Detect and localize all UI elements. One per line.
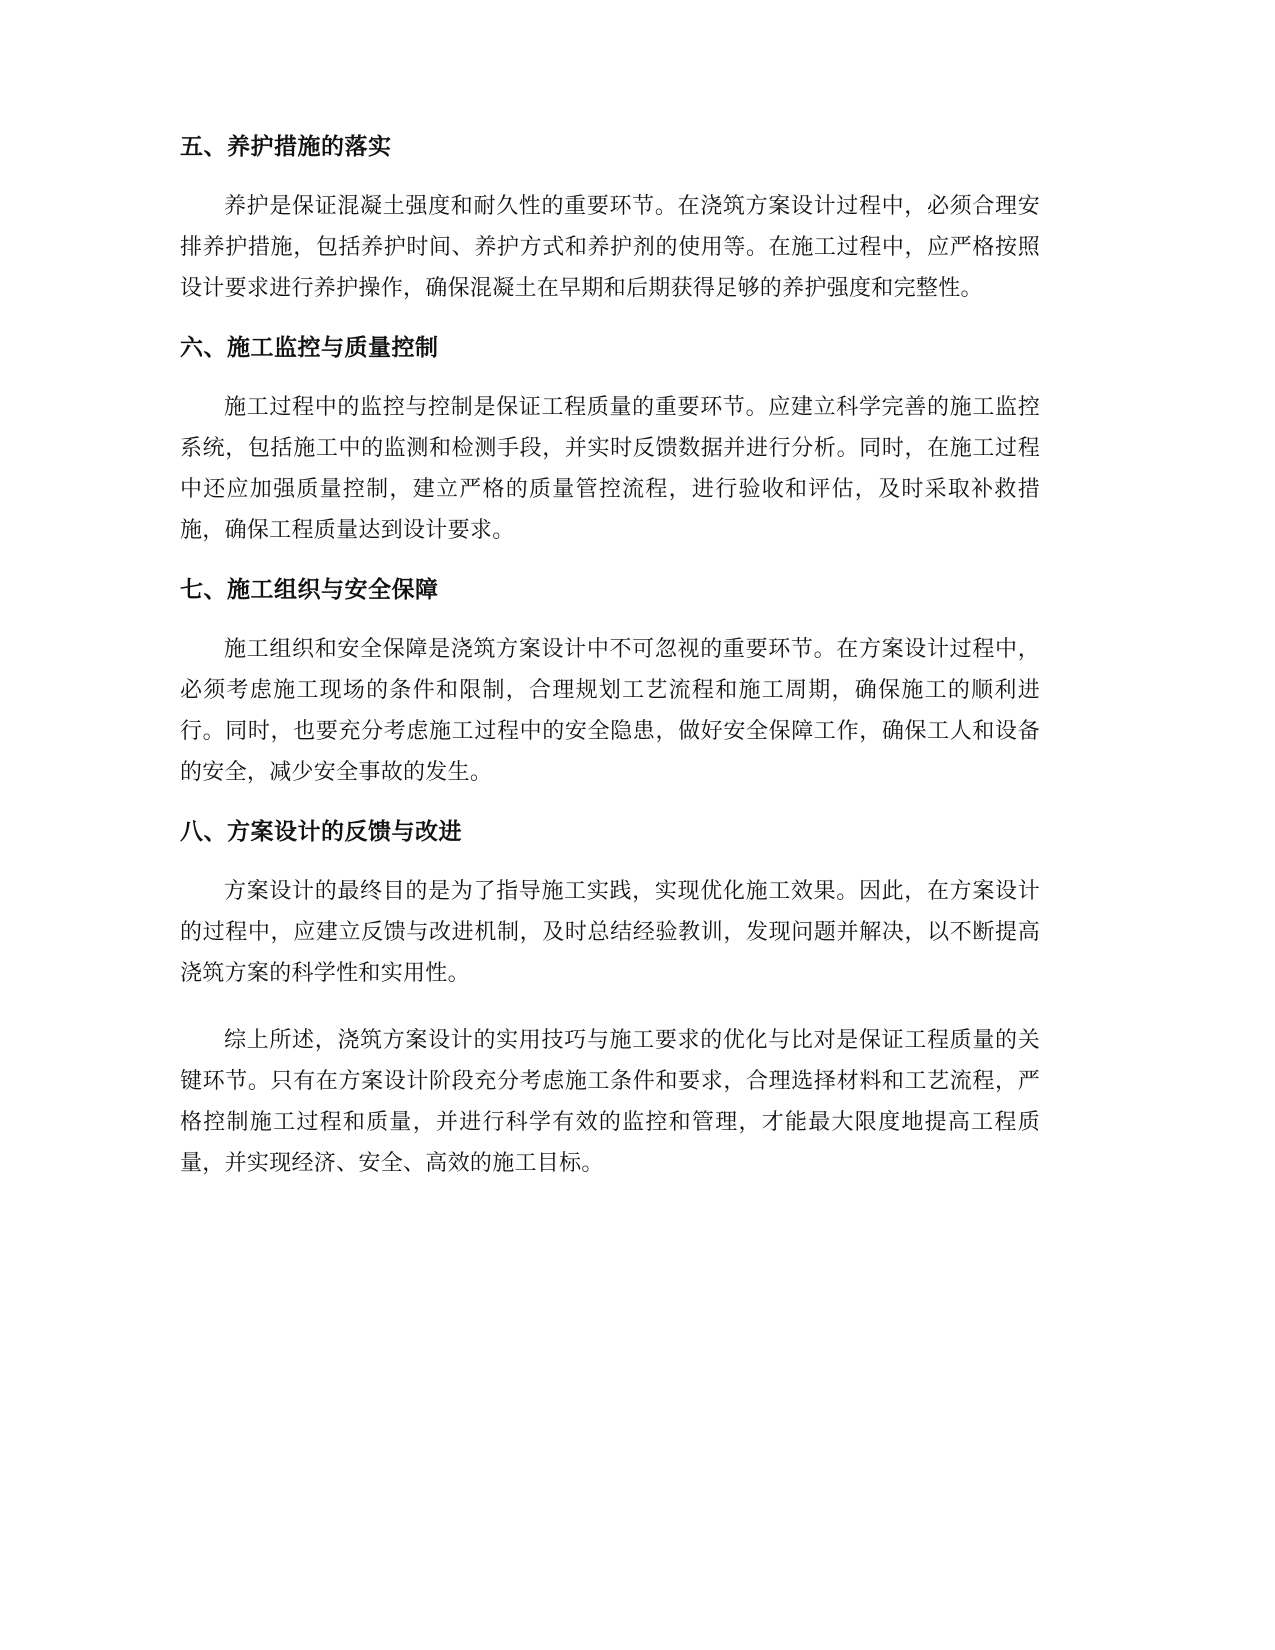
section-paragraph: 养护是保证混凝土强度和耐久性的重要环节。在浇筑方案设计过程中，必须合理安排养护措施，包括养护时间、养护方式和养护剂的使用等。在施工过程中，应严格按照设计要求进行养护操作，确保混凝土在早期和后期获得足够的养护强度和完整性。 [180,194,1040,301]
document-page [180,130,1040,1206]
section-curing [180,130,1040,309]
section-heading: 五、养护措施的落实 [180,134,392,160]
section-monitoring [180,331,1040,551]
section-heading: 六、施工监控与质量控制 [180,335,439,361]
section-safety [180,573,1040,793]
section-feedback [180,815,1040,994]
conclusion-paragraph: 综上所述，浇筑方案设计的实用技巧与施工要求的优化与比对是保证工程质量的关键环节。只有在方案设计阶段充分考虑施工条件和要求，合理选择材料和工艺流程，严格控制施工过程和质量，并进行科学有效的监控和管理，才能最大限度地提高工程质量，并实现经济、安全、高效的施工目标。 [180,1028,1040,1176]
section-heading: 七、施工组织与安全保障 [180,577,439,603]
section-paragraph: 施工过程中的监控与控制是保证工程质量的重要环节。应建立科学完善的施工监控系统，包括施工中的监测和检测手段，并实时反馈数据并进行分析。同时，在施工过程中还应加强质量控制，建立严格的质量管控流程，进行验收和评估，及时采取补救措施，确保工程质量达到设计要求。 [180,395,1040,543]
section-heading: 八、方案设计的反馈与改进 [180,819,462,845]
section-paragraph: 方案设计的最终目的是为了指导施工实践，实现优化施工效果。因此，在方案设计的过程中，应建立反馈与改进机制，及时总结经验教训，发现问题并解决，以不断提高浇筑方案的科学性和实用性。 [180,879,1040,986]
section-paragraph: 施工组织和安全保障是浇筑方案设计中不可忽视的重要环节。在方案设计过程中，必须考虑施工现场的条件和限制，合理规划工艺流程和施工周期，确保施工的顺利进行。同时，也要充分考虑施工过程中的安全隐患，做好安全保障工作，确保工人和设备的安全，减少安全事故的发生。 [180,637,1040,785]
